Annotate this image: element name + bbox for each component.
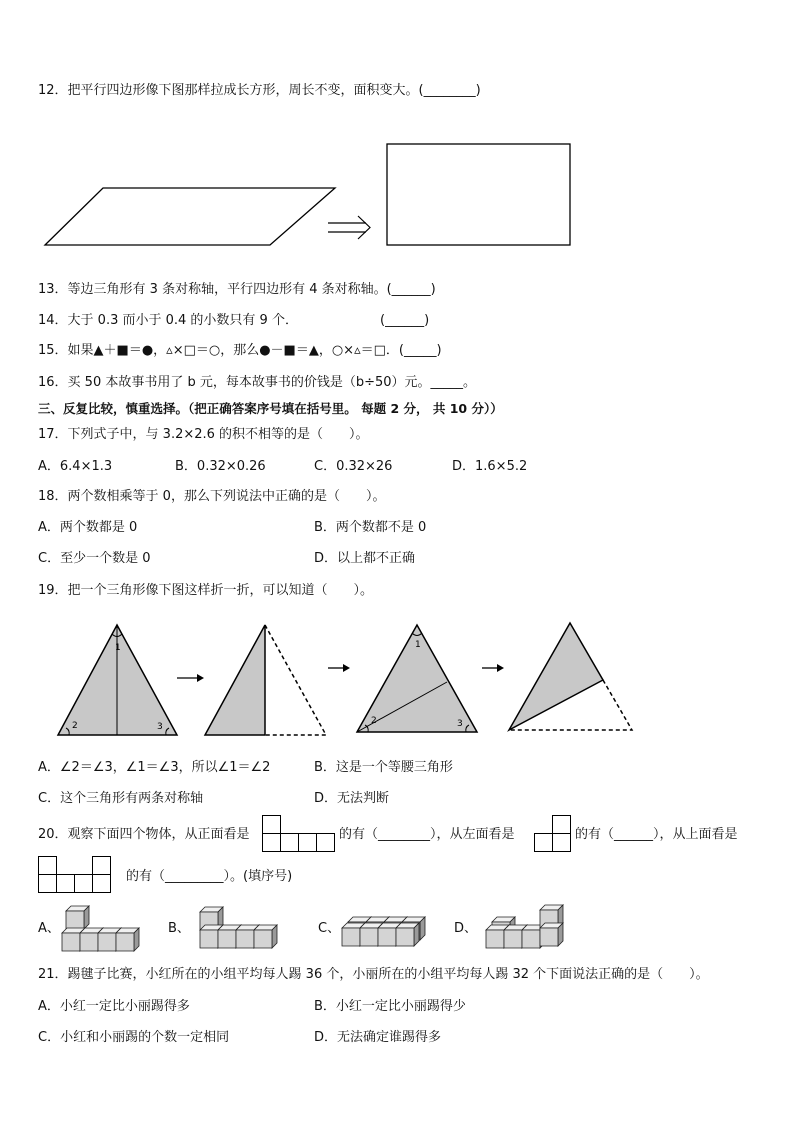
q17-option-a: A．6.4×1.3 [38, 459, 113, 474]
section3-heading: 三、反复比较，慎重选择。（把正确答案序号填在括号里。 每题 2 分， 共 10 分）） [38, 401, 503, 416]
q19-text: 19．把一个三角形像下图这样折一折，可以知道（ ）。 [38, 583, 374, 598]
triangle-4-folded [509, 623, 603, 730]
q19-option-d: D．无法判断 [314, 791, 390, 806]
q12-figure [40, 140, 580, 250]
q20-label-d: D、 [454, 921, 478, 936]
q20-label-a: A、 [38, 921, 60, 936]
double-arrow-icon [328, 216, 370, 239]
q21-text: 21．踢毽子比赛，小红所在的小组平均每人踢 36 个，小丽所在的小组平均每人踢 32 个下面说法正确的是（ ）。 [38, 967, 709, 982]
q17-option-d: D．1.6×5.2 [452, 459, 528, 474]
arrow-right-icon [177, 674, 204, 682]
q21-option-b: B．小红一定比小丽踢得少 [314, 999, 466, 1014]
angle-label-1a: 1 [115, 643, 121, 653]
q15-text: 15．如果▲＋■＝●，▵×□＝○，那么●－■＝▲，○×▵＝□．(_____) [38, 343, 442, 358]
q20-label-b: B、 [168, 921, 190, 936]
angle-label-2a: 2 [72, 721, 78, 731]
left-view-shape [534, 815, 574, 853]
q18-option-c: C．至少一个数是 0 [38, 551, 151, 566]
angle-label-3a: 3 [157, 722, 163, 732]
q19-option-c: C．这个三角形有两条对称轴 [38, 791, 204, 806]
front-view-shape [262, 815, 338, 853]
q20-text-part4: 的有（_________）。(填序号) [126, 869, 293, 884]
angle-label-3b: 3 [457, 719, 463, 729]
angle-label-1b: 1 [415, 640, 421, 650]
q17-text: 17．下列式子中，与 3.2×2.6 的积不相等的是（ ）。 [38, 427, 369, 442]
q18-option-b: B．两个数都不是 0 [314, 520, 427, 535]
q18-text: 18．两个数相乘等于 0，那么下列说法中正确的是（ ）。 [38, 489, 386, 504]
cube [396, 923, 419, 946]
q14-text: 14．大于 0.3 而小于 0.4 的小数只有 9 个． [38, 313, 298, 328]
q17-option-b: B．0.32×0.26 [175, 459, 266, 474]
angle-label-2b: 2 [371, 716, 377, 726]
parallelogram-shape [45, 188, 335, 245]
q19-option-b: B．这是一个等腰三角形 [314, 760, 453, 775]
cube [66, 906, 89, 929]
q13-text: 13．等边三角形有 3 条对称轴，平行四边形有 4 条对称轴。(______) [38, 282, 436, 297]
triangle-2-folded [205, 625, 265, 735]
q21-option-a: A．小红一定比小丽踢得多 [38, 999, 190, 1014]
q18-option-a: A．两个数都是 0 [38, 520, 138, 535]
top-view-shape [38, 856, 114, 896]
cube [540, 923, 563, 946]
rectangle-shape [387, 144, 570, 245]
q20-text-part2: 的有（________），从左面看是 [339, 827, 515, 842]
q19-option-a: A．∠2＝∠3，∠1＝∠3，所以∠1＝∠2 [38, 760, 271, 775]
arrow-right-icon [482, 664, 504, 672]
q19-figure [50, 620, 640, 740]
q21-option-d: D．无法确定谁踢得多 [314, 1030, 442, 1045]
q17-option-c: C．0.32×26 [314, 459, 393, 474]
q14-blank: (______) [380, 313, 430, 328]
cube [116, 928, 139, 951]
q12-text: 12．把平行四边形像下图那样拉成长方形，周长不变，面积变大。(________) [38, 83, 481, 98]
object-b-cubes [198, 906, 278, 954]
object-a-cubes [62, 903, 142, 955]
object-c-cubes [342, 910, 422, 950]
arrow-right-icon [328, 664, 350, 672]
q18-option-d: D．以上都不正确 [314, 551, 416, 566]
q16-text: 16．买 50 本故事书用了 b 元，每本故事书的价钱是（b÷50）元。_____。 [38, 375, 477, 390]
q20-text-part1: 20．观察下面四个物体，从正面看是 [38, 827, 250, 842]
cube [254, 925, 277, 948]
q20-label-c: C、 [318, 921, 341, 936]
q21-option-c: C．小红和小丽踢的个数一定相同 [38, 1030, 230, 1045]
q20-text-part3: 的有（______），从上面看是 [575, 827, 738, 842]
object-d-cubes [486, 904, 576, 954]
